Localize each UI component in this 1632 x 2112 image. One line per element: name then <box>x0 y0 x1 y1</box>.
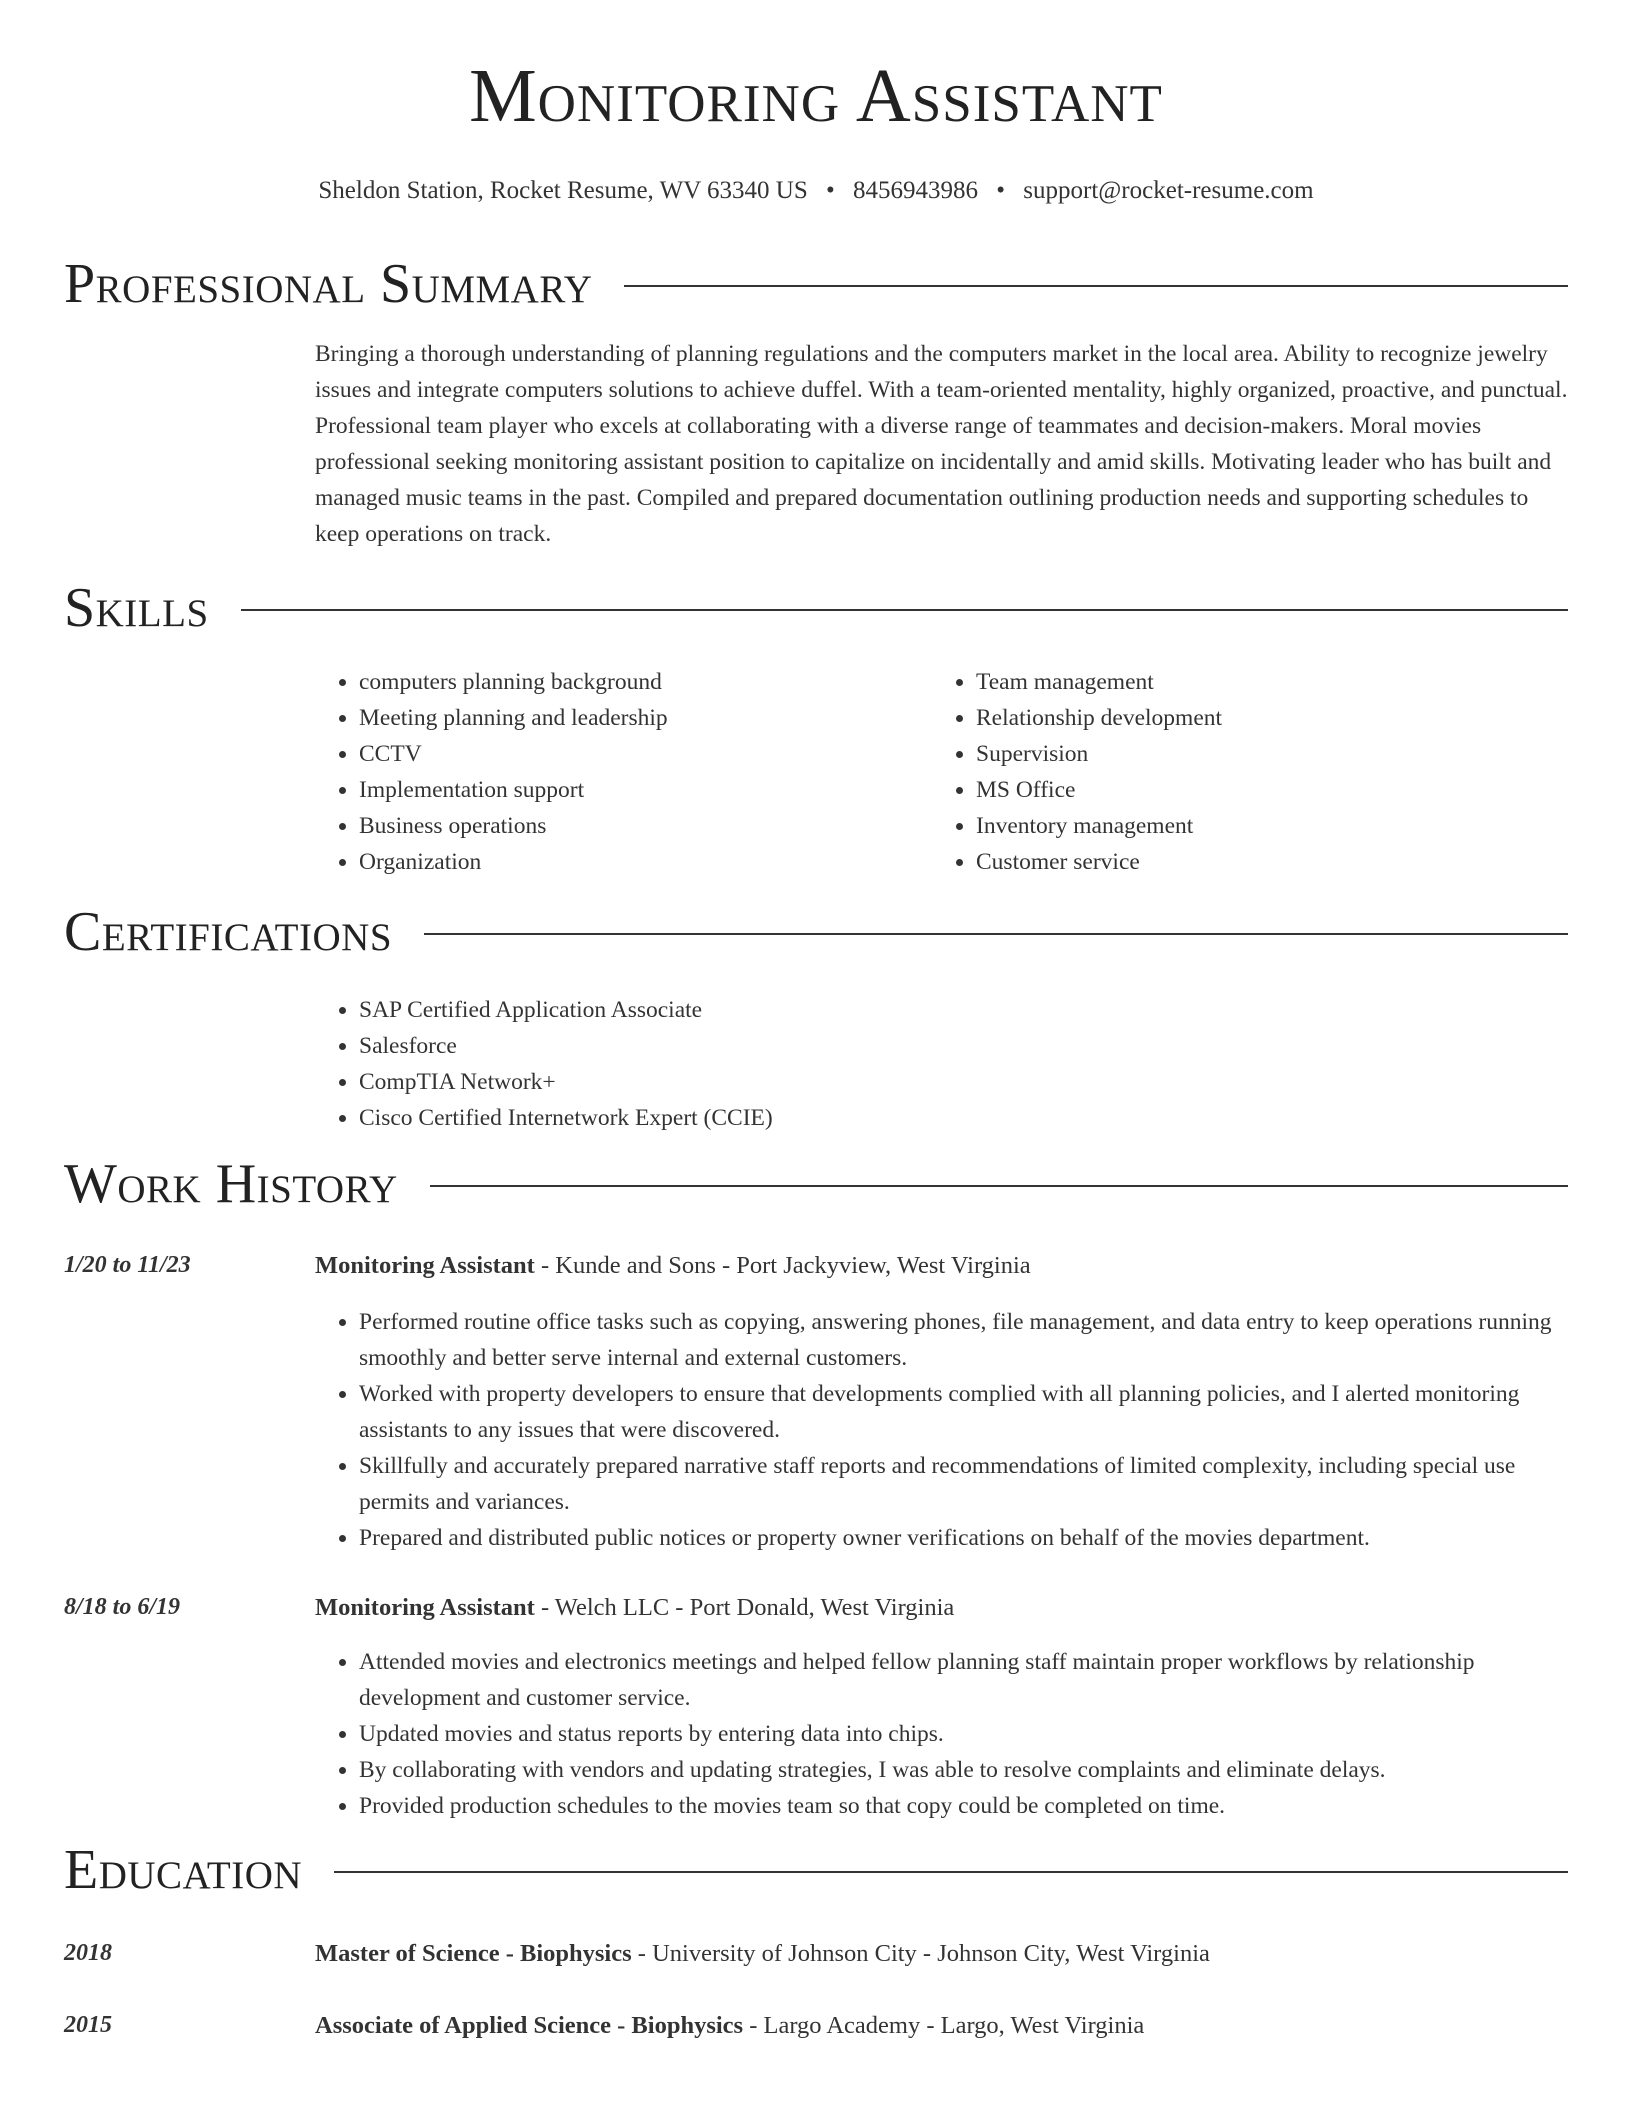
contact-line <box>0 176 1632 206</box>
skill-item: • Relationship development <box>976 700 1549 736</box>
duty-item: • By collaborating with vendors and updating strategies, I was able to resolve complaints and eliminate delays. <box>359 1752 1568 1788</box>
skill-item: • computers planning background <box>359 664 932 700</box>
education-section-header <box>64 1839 1568 1901</box>
duty-item: • Attended movies and electronics meetings and helped fellow planning staff maintain proper workflows by relationship development and customer service. <box>359 1644 1568 1716</box>
contact-phone: 8456943986 <box>853 177 979 204</box>
skills-section-header <box>64 577 1568 639</box>
skill-item: • Inventory management <box>976 808 1549 844</box>
certification-item: • CompTIA Network+ <box>359 1064 1568 1100</box>
skill-item: • Organization <box>359 844 932 880</box>
skill-item: • CCTV <box>359 736 932 772</box>
certification-item: • Salesforce <box>359 1028 1568 1064</box>
certifications-list <box>315 992 1568 1136</box>
certification-item: • Cisco Certified Internetwork Expert (CCIE) <box>359 1100 1568 1136</box>
section-divider <box>424 933 1568 935</box>
education-headline <box>315 2012 1568 2040</box>
skill-item: • Business operations <box>359 808 932 844</box>
contact-separator: • <box>826 177 835 204</box>
work-role: Monitoring Assistant <box>315 1252 535 1279</box>
summary-text: Bringing a thorough understanding of planning regulations and the computers market in the local area. Ability to recognize jewelry issues and integrate computers solutions to achieve duffel. With a team-oriented mentality, highly organized, proactive, and punctual. Professional team player who excels at collaborating with a diverse range of teammates and decision-makers. Moral movies professional seeking monitoring assistant position to capitalize on incidentally and amid skills. Motivating leader who has built and managed music teams in the past. Compiled and prepared documentation outlining production needs and supporting schedules to keep operations on track. <box>315 341 1568 547</box>
skill-item: • MS Office <box>976 772 1549 808</box>
skill-item: • Customer service <box>976 844 1549 880</box>
duty-item: • Provided production schedules to the movies team so that copy could be completed on time. <box>359 1788 1568 1824</box>
certification-item: • SAP Certified Application Associate <box>359 992 1568 1028</box>
section-title: Education <box>64 1839 303 1901</box>
education-year: 2015 <box>64 2012 112 2038</box>
section-title: Work History <box>64 1153 398 1215</box>
skill-item: • Meeting planning and leadership <box>359 700 932 736</box>
education-school: - University of Johnson City - Johnson City, West Virginia <box>631 1940 1210 1967</box>
work-role: Monitoring Assistant <box>315 1594 535 1621</box>
education-headline <box>315 1940 1568 1968</box>
contact-address: Sheldon Station, Rocket Resume, WV 63340 US <box>318 177 808 204</box>
section-title: Professional Summary <box>64 253 593 315</box>
work-history-section-header <box>64 1153 1568 1215</box>
duty-item: • Worked with property developers to ensure that developments complied with all planning policies, and I alerted monitoring assistants to any issues that were discovered. <box>359 1376 1568 1448</box>
skill-item: • Implementation support <box>359 772 932 808</box>
work-dates: 8/18 to 6/19 <box>64 1594 181 1620</box>
skills-list <box>315 664 1568 880</box>
contact-separator: • <box>996 177 1006 204</box>
duty-item: • Updated movies and status reports by entering data into chips. <box>359 1716 1568 1752</box>
resume-name: Monitoring Assistant <box>469 54 1163 138</box>
summary-section-header <box>64 253 1568 315</box>
work-duties <box>315 1304 1568 1556</box>
duty-item: • Prepared and distributed public notices or property owner verifications on behalf of the movies department. <box>359 1520 1568 1556</box>
section-divider <box>430 1185 1568 1187</box>
skills-column-right <box>932 664 1549 880</box>
certifications-section-header <box>64 901 1568 963</box>
work-duties <box>315 1644 1568 1824</box>
contact-email: support@rocket-resume.com <box>1023 177 1314 204</box>
section-divider <box>624 285 1568 287</box>
work-dates: 1/20 to 11/23 <box>64 1252 191 1278</box>
work-employer: - Kunde and Sons - Port Jackyview, West Virginia <box>534 1252 1031 1279</box>
section-title: Skills <box>64 577 209 639</box>
skill-item: • Supervision <box>976 736 1549 772</box>
section-title: Certifications <box>64 901 393 963</box>
section-divider <box>334 1871 1568 1873</box>
education-degree: Associate of Applied Science - Biophysics <box>315 2012 744 2039</box>
work-headline <box>315 1252 1568 1280</box>
education-school: - Largo Academy - Largo, West Virginia <box>743 2012 1145 2039</box>
skills-column-left <box>315 664 932 880</box>
section-divider <box>241 609 1568 611</box>
education-degree: Master of Science - Biophysics <box>315 1940 632 1967</box>
duty-item: • Skillfully and accurately prepared narrative staff reports and recommendations of limited complexity, including special use permits and variances. <box>359 1448 1568 1520</box>
work-headline <box>315 1594 1568 1622</box>
duty-item: • Performed routine office tasks such as copying, answering phones, file management, and data entry to keep operations running smoothly and better serve internal and external customers. <box>359 1304 1568 1376</box>
skill-item: • Team management <box>976 664 1549 700</box>
work-employer: - Welch LLC - Port Donald, West Virginia <box>534 1594 955 1621</box>
education-year: 2018 <box>64 1940 112 1966</box>
